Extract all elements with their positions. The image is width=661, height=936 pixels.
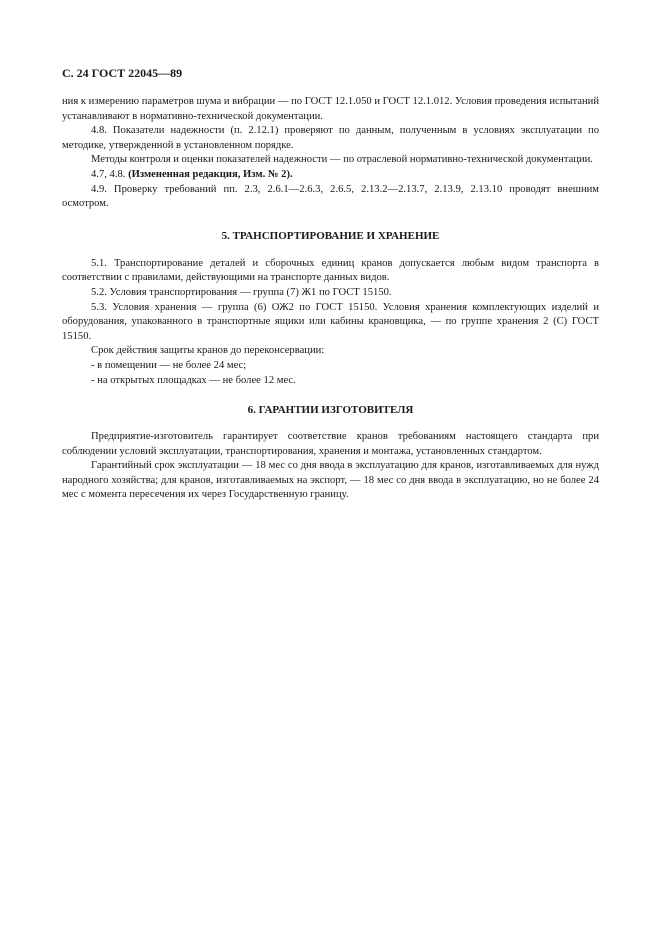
paragraph-4-9: 4.9. Проверку требований пп. 2.3, 2.6.1—2.6.3, 2.6.5, 2.13.2—2.13.7, 2.13.9, 2.13.10 проводят внешним осмотром. <box>62 183 599 210</box>
paragraph-warranty-compliance: Предприятие-изготовитель гарантирует соответствие кранов требованиям настоящего стандарта при соблюдении условий эксплуатации, транспортирования, хранения и монтажа, установленных стандартом. <box>62 431 599 457</box>
section-6-heading: 6. ГАРАНТИИ ИЗГОТОВИТЕЛЯ <box>247 404 414 417</box>
paragraph-4-8: 4.8. Показатели надежности (п. 2.12.1) проверяют по данным, полученным в условиях эксплуатации по методике, утвержденной в установленном порядке. <box>62 125 599 151</box>
paragraph-amendment-note <box>62 168 599 183</box>
section-5-heading: 5. ТРАНСПОРТИРОВАНИЕ И ХРАНЕНИЕ <box>221 229 440 242</box>
paragraph-4-7-continuation: ния к измерению параметров шума и вибрации — по ГОСТ 12.1.050 и ГОСТ 12.1.012. Условия проведения испытаний устанавливают в нормативно-технической документации. <box>62 96 599 122</box>
document-page <box>62 66 599 503</box>
list-item-outdoors: - на открытых площадках — не более 12 мес. <box>91 374 296 386</box>
paragraph-5-1: 5.1. Транспортирование деталей и сборочных единиц кранов допускается любым видом транспорта в соответствии с правилами, действующими на транспорте данных видов. <box>62 257 599 284</box>
paragraph-5-3: 5.3. Условия хранения — группа (6) ОЖ2 по ГОСТ 15150. Условия хранения комплектующих изделий и оборудования, упакованного в транспортные ящики или кабины крановщика, — по группе хранения 2 (С) ГОСТ 15150. <box>62 301 599 342</box>
amendment-label: (Измененная редакция, Изм. № 2). <box>128 168 293 180</box>
paragraph-protection-term: Срок действия защиты кранов до переконсервации: <box>91 345 325 357</box>
amendment-clauses: 4.7, 4.8. <box>91 168 129 180</box>
paragraph-5-2: 5.2. Условия транспортирования — группа (7) Ж1 по ГОСТ 15150. <box>91 286 392 298</box>
page-header: С. 24 ГОСТ 22045—89 <box>62 66 183 80</box>
list-item-indoors: - в помещении — не более 24 мес; <box>91 359 247 371</box>
paragraph-reliability-methods: Методы контроля и оценки показателей надежности — по отраслевой нормативно-технической документации. <box>91 154 593 166</box>
paragraph-warranty-period: Гарантийный срок эксплуатации — 18 мес со дня ввода в эксплуатацию для кранов, изготавливаемых для нужд народного хозяйства; для кранов, изготавливаемых на экспорт, — 18 мес со дня ввода в эксплуатацию, но не более 24 мес с момента пересечения их через Государственную границу. <box>62 460 599 501</box>
